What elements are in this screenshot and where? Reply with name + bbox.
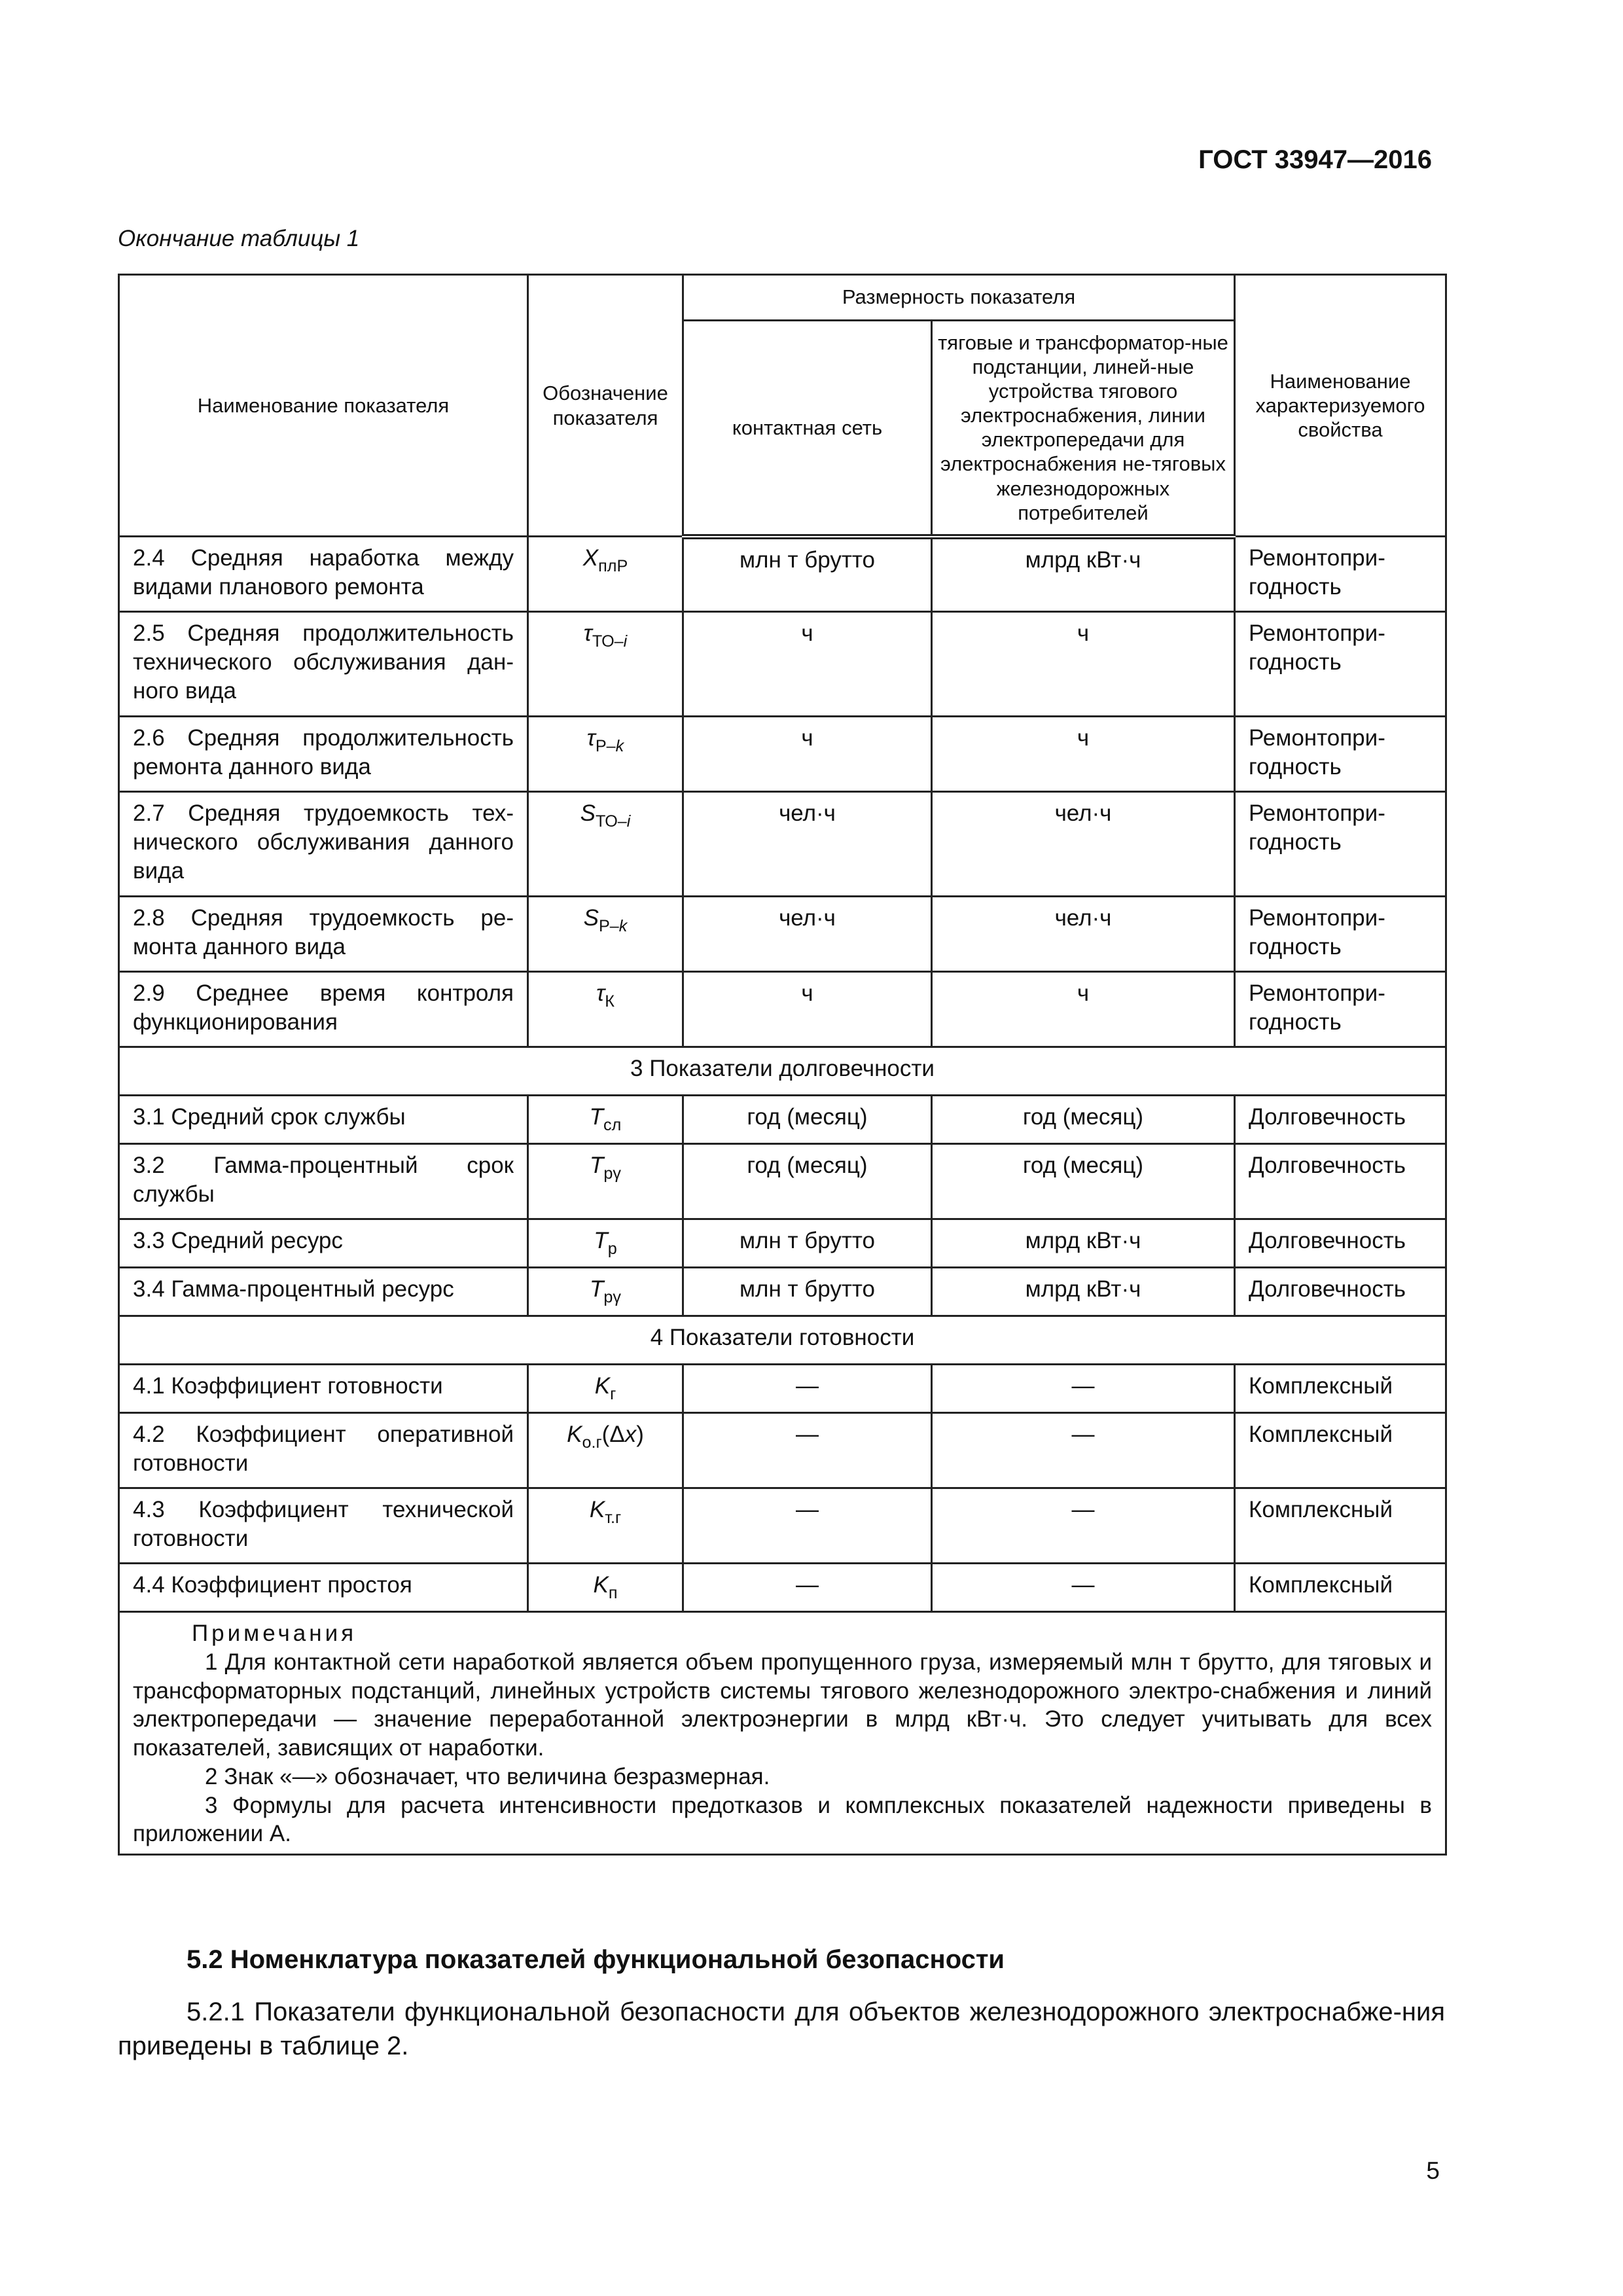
note-item: 3 Формулы для расчета интенсивности предотказов и комплексных показателей надежности приведены в приложении А. [133,1792,1432,1847]
indicator-name: 3.3 Средний ресурс [119,1219,528,1268]
property-name: Комплексный [1235,1413,1446,1488]
dimension-substations: млрд кВт·ч [932,1268,1235,1316]
indicator-symbol [528,792,683,897]
indicator-symbol [528,717,683,792]
property-name: Комплексный [1235,1564,1446,1612]
symbol-subscript [609,1584,618,1602]
dimension-contact-network: — [683,1365,932,1413]
indicator-name: 3.1 Средний срок службы [119,1096,528,1144]
symbol-letter: τ [583,620,592,646]
header-name: Наименование показателя [119,275,528,537]
dimension-substations: — [932,1564,1235,1612]
dimension-contact-network: чел·ч [683,897,932,972]
document-code: ГОСТ 33947—2016 [1198,145,1432,174]
dimension-substations: — [932,1413,1235,1488]
symbol-subscript [603,1164,621,1183]
symbol-subscript [596,737,624,755]
symbol-subscript [608,1240,617,1258]
property-name: Ремонтопри-годность [1235,897,1446,972]
symbol-subscript [603,1288,621,1306]
indicator-symbol [528,612,683,717]
table-row [119,1413,1446,1488]
subscript-text: плР [598,556,628,575]
indicator-name: 4.3 Коэффициент технической готовности [119,1488,528,1564]
note-item: 1 Для контактной сети наработкой является объем пропущенного груза, измеряемый млн т брутто, для тяговых и трансформаторных подстанций, линейных устройств системы тягового железнодорожного электро-снабжения и линий электропередачи — значение переработанной электроэнергии в млрд кВт·ч. Это следует учитывать для всех показателей, зависящих от наработки. [133,1649,1432,1761]
symbol-subscript [598,557,628,575]
indicator-name: 2.7 Средняя трудоемкость тех-нического обслуживания данного вида [119,792,528,897]
page-number: 5 [1426,2157,1440,2184]
dimension-substations: млрд кВт·ч [932,537,1235,612]
dimension-substations: ч [932,972,1235,1047]
indicator-symbol [528,972,683,1047]
indicator-symbol [528,1096,683,1144]
indicator-symbol [528,1365,683,1413]
indicator-name: 2.8 Средняя трудоемкость ре-монта данного вида [119,897,528,972]
table-row [119,972,1446,1047]
symbol-letter: K [593,1572,609,1598]
dimension-contact-network: млн т брутто [683,1268,932,1316]
dimension-contact-network: — [683,1564,932,1612]
symbol-subscript [596,812,630,831]
symbol-letter: T [594,1228,608,1253]
indicator-symbol [528,1564,683,1612]
note-item: 2 Знак «—» обозначает, что величина безразмерная. [205,1763,770,1789]
symbol-letter: K [594,1373,611,1399]
property-name: Ремонтопри-годность [1235,792,1446,897]
subscript-text: р [607,1239,617,1258]
dimension-substations: ч [932,717,1235,792]
table-row [119,1564,1446,1612]
dimension-contact-network: млн т брутто [683,1219,932,1268]
symbol-letter: S [580,800,596,826]
dimension-substations: чел·ч [932,792,1235,897]
dimension-contact-network: ч [683,972,932,1047]
symbol-subscript [605,1509,621,1527]
table-notes [119,1612,1446,1855]
symbol-letter: T [589,1104,604,1130]
indicator-symbol [528,1413,683,1488]
symbol-subscript [592,632,627,651]
property-name: Долговечность [1235,1144,1446,1219]
indicator-name: 3.4 Гамма-процентный ресурс [119,1268,528,1316]
property-name: Ремонтопри-годность [1235,717,1446,792]
property-name: Ремонтопри-годность [1235,537,1446,612]
symbol-arg-var: x [624,1422,637,1447]
table-row [119,1144,1446,1219]
group-readiness-title: 4 Показатели готовности [119,1316,1446,1365]
subscript-text: т.г [605,1508,622,1527]
indicator-name: 4.2 Коэффициент оперативной готовности [119,1413,528,1488]
group-durability-title: 3 Показатели долговечности [119,1047,1446,1096]
subscript-index: i [626,812,631,831]
indicator-symbol [528,1488,683,1564]
header-property: Наименование характеризуемого свойства [1235,275,1446,537]
indicator-name: 4.4 Коэффициент простоя [119,1564,528,1612]
subscript-index: i [623,632,628,651]
table-row [119,537,1446,612]
dimension-contact-network: чел·ч [683,792,932,897]
table-row [119,1219,1446,1268]
subscript-text: г [610,1384,616,1403]
table-row [119,1268,1446,1316]
table-row [119,612,1446,717]
subscript-text: Р– [595,736,616,755]
indicator-name: 3.2 Гамма-процентный срок службы [119,1144,528,1219]
symbol-subscript [599,917,627,935]
table-row [119,792,1446,897]
property-name: Ремонтопри-годность [1235,972,1446,1047]
dimension-substations: ч [932,612,1235,717]
dimension-contact-network: ч [683,612,932,717]
header-symbol: Обозначение показателя [528,275,683,537]
subscript-text: К [605,992,615,1011]
table-row [119,717,1446,792]
dimension-substations: год (месяц) [932,1096,1235,1144]
indicator-symbol [528,1268,683,1316]
subscript-text: рγ [603,1287,621,1306]
header-dimension: Размерность показателя [683,275,1235,321]
header-contact-network: контактная сеть [683,321,932,537]
property-name: Долговечность [1235,1219,1446,1268]
table-row [119,897,1446,972]
symbol-letter: T [590,1153,604,1178]
dimension-substations: млрд кВт·ч [932,1219,1235,1268]
section-paragraph: 5.2.1 Показатели функциональной безопасности для объектов железнодорожного электроснабже-ния приведены в таблице 2. [118,1998,1445,2060]
property-name: Комплексный [1235,1365,1446,1413]
property-name: Долговечность [1235,1096,1446,1144]
header-substations: тяговые и трансформатор-ные подстанции, линей-ные устройства тягового электроснабжения, линии электропередачи для электроснабжения не-тяговых железнодорожных потребителей [932,321,1235,537]
indicator-name: 2.4 Средняя наработка между видами планового ремонта [119,537,528,612]
table-caption: Окончание таблицы 1 [118,226,360,251]
symbol-arg-open: (Δ [601,1422,625,1447]
subscript-text: п [608,1583,618,1602]
dimension-contact-network: — [683,1488,932,1564]
property-name: Комплексный [1235,1488,1446,1564]
subscript-text: рγ [603,1164,621,1183]
subscript-text: Р– [598,916,619,935]
subscript-text: ТО– [592,632,624,651]
dimension-substations: год (месяц) [932,1144,1235,1219]
symbol-letter: X [582,545,599,571]
subscript-index: k [618,916,628,935]
dimension-contact-network: ч [683,717,932,792]
dimension-substations: — [932,1365,1235,1413]
property-name: Долговечность [1235,1268,1446,1316]
symbol-letter: S [583,905,599,931]
table-row [119,1488,1446,1564]
dimension-contact-network: — [683,1413,932,1488]
dimension-contact-network: млн т брутто [683,537,932,612]
dimension-contact-network: год (месяц) [683,1144,932,1219]
symbol-letter: K [589,1497,605,1522]
symbol-letter: K [567,1422,582,1447]
property-name: Ремонтопри-годность [1235,612,1446,717]
dimension-contact-network: год (месяц) [683,1096,932,1144]
notes-title: Примечания [192,1621,357,1646]
symbol-subscript [605,992,615,1011]
symbol-letter: τ [586,725,596,751]
indicator-symbol [528,537,683,612]
subscript-text: сл [603,1115,622,1134]
symbol-subscript [610,1385,616,1403]
section-title: 5.2 Номенклатура показателей функциональной безопасности [187,1945,1005,1974]
indicator-name: 2.6 Средняя продолжительность ремонта данного вида [119,717,528,792]
indicators-table [118,274,1447,1856]
indicator-name: 4.1 Коэффициент готовности [119,1365,528,1413]
table-row [119,1096,1446,1144]
symbol-letter: T [590,1276,604,1302]
symbol-arg-close: ) [636,1422,644,1447]
subscript-text: о.г [582,1433,602,1452]
subscript-index: k [615,736,624,755]
indicator-symbol [528,897,683,972]
symbol-subscript [603,1116,621,1134]
indicator-name: 2.9 Среднее время контроля функционирования [119,972,528,1047]
dimension-substations: чел·ч [932,897,1235,972]
indicator-name: 2.5 Средняя продолжительность технического обслуживания дан-ного вида [119,612,528,717]
symbol-letter: τ [596,980,605,1006]
indicator-symbol [528,1144,683,1219]
subscript-text: ТО– [595,812,627,831]
symbol-subscript [582,1433,601,1452]
dimension-substations: — [932,1488,1235,1564]
table-row [119,1365,1446,1413]
indicator-symbol [528,1219,683,1268]
